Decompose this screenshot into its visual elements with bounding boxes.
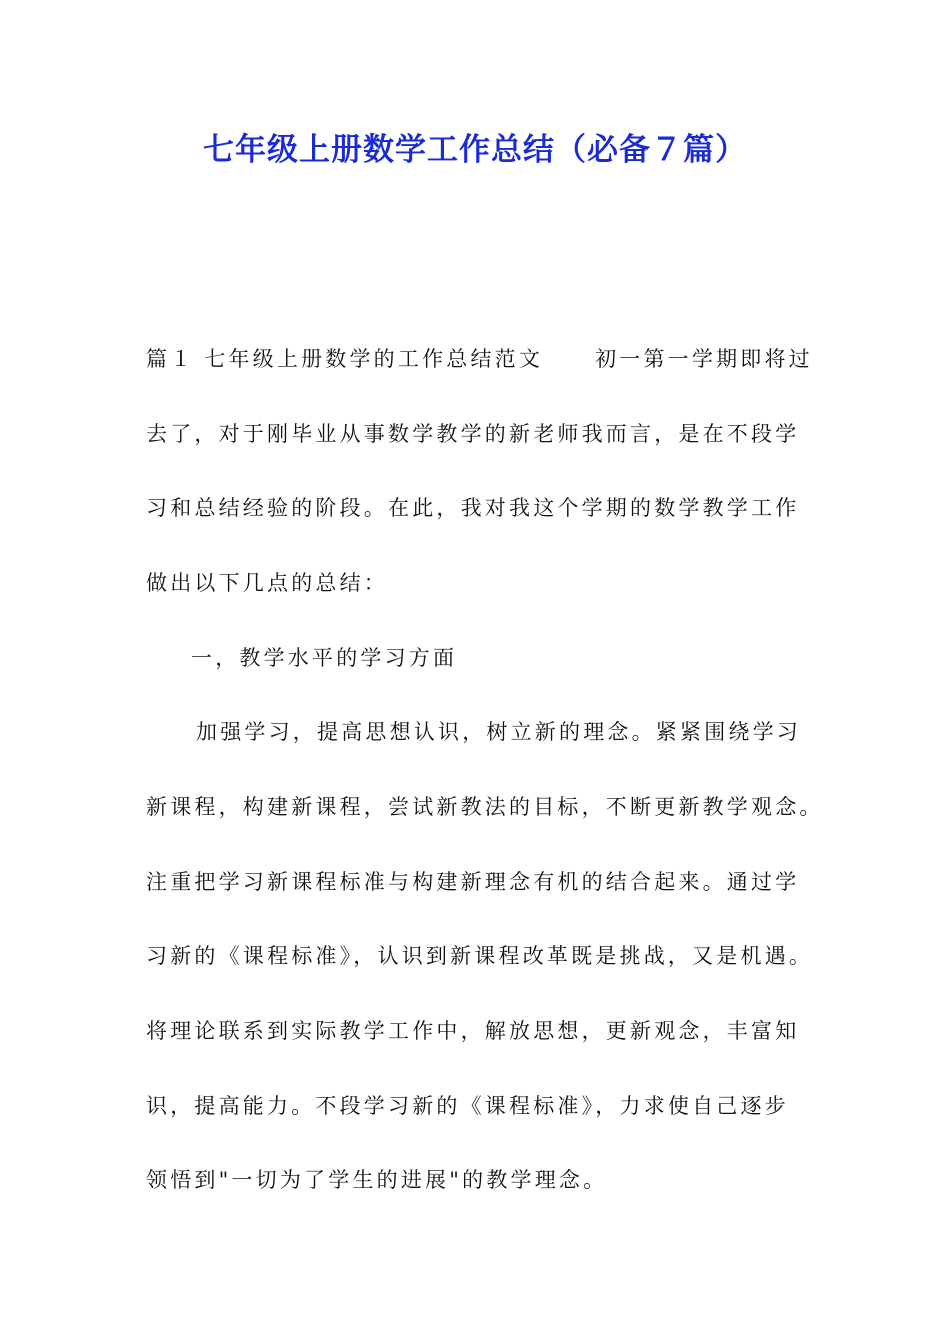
paragraph-line <box>146 344 813 374</box>
subheading-line: 一，教学水平的学习方面 <box>191 646 458 670</box>
paragraph-line: 领悟到"一切为了学生的进展"的教学理念。 <box>146 1168 608 1192</box>
paragraph-line: 识，提高能力。不段学习新的《课程标准》，力求使自己逐步 <box>146 1094 789 1118</box>
paragraph-line: 去了，对于刚毕业从事数学教学的新老师我而言，是在不段学 <box>146 422 800 446</box>
document-title: 七年级上册数学工作总结（必备７篇） <box>203 132 747 168</box>
paragraph-line: 加强学习，提高思想认识，树立新的理念。紧紧围绕学习 <box>196 720 801 744</box>
paragraph-text: 初一第一学期即将过 <box>595 347 813 371</box>
paragraph-line: 新课程，构建新课程，尝试新教法的目标，不断更新教学观念。 <box>146 795 824 819</box>
paragraph-line: 习新的《课程标准》，认识到新课程改革既是挑战，又是机遇。 <box>146 944 814 968</box>
paragraph-line: 将理论联系到实际教学工作中，解放思想，更新观念，丰富知 <box>146 1019 800 1043</box>
section-heading: 篇１ 七年级上册数学的工作总结范文 <box>146 347 544 371</box>
paragraph-line: 习和总结经验的阶段。在此，我对我这个学期的数学教学工作 <box>146 496 800 520</box>
paragraph-line: 做出以下几点的总结： <box>146 571 388 595</box>
paragraph-line: 注重把学习新课程标准与构建新理念有机的结合起来。通过学 <box>146 870 800 894</box>
